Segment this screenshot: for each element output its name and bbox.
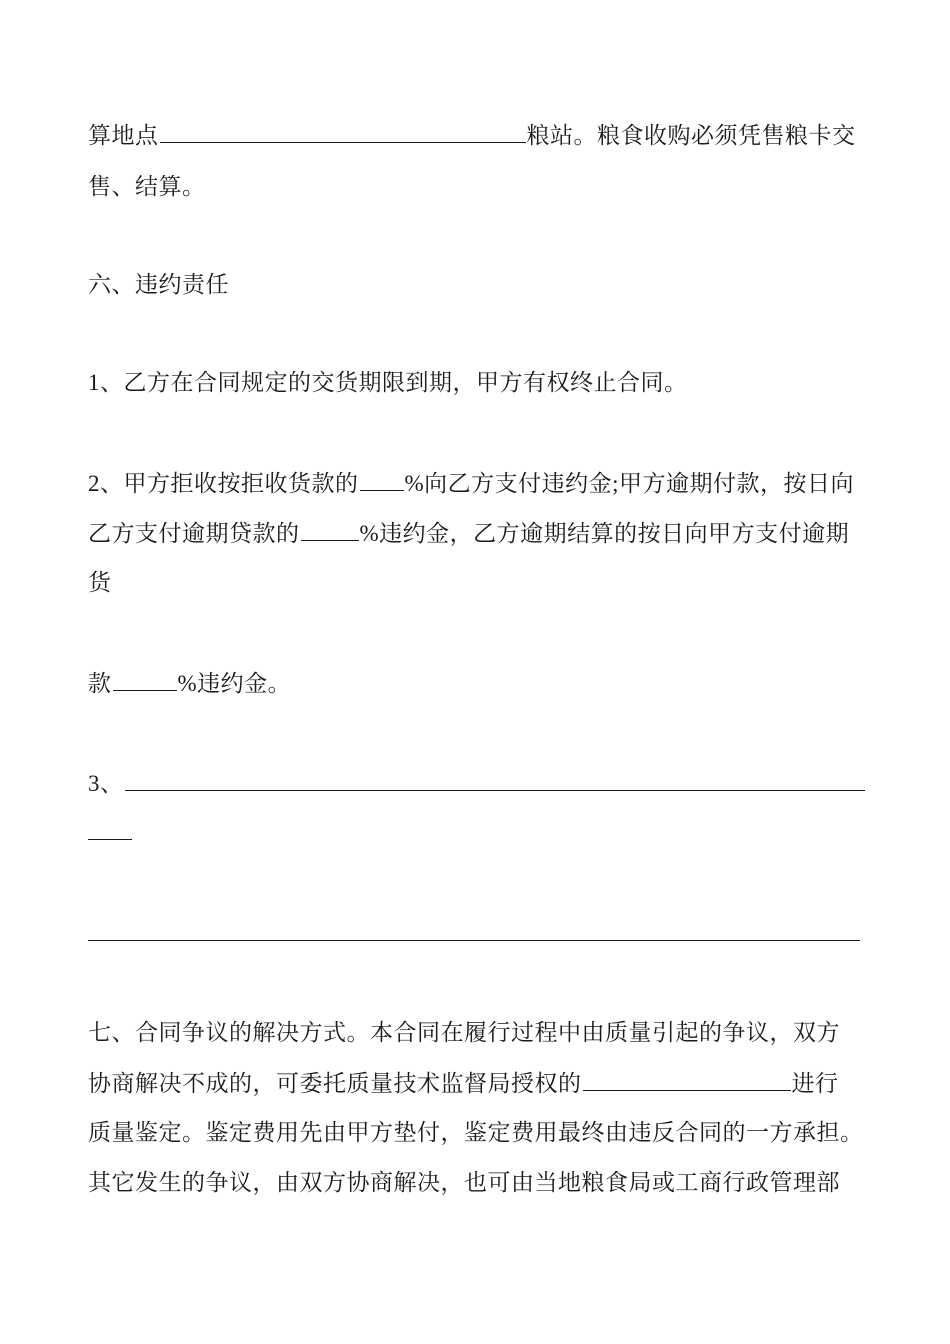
text-segment: 进行 <box>791 1071 839 1096</box>
text-segment: 其它发生的争议，由双方协商解决，也可由当地粮食局或工商行政管理部 <box>88 1170 840 1195</box>
clause-item-3-line <box>88 768 866 799</box>
fill-blank-item3-line3[interactable] <box>88 940 860 941</box>
text-segment: 货 <box>88 570 112 595</box>
text-segment: 七、合同争议的解决方式。本合同在履行过程中由质量引起的争议，双方 <box>88 1020 840 1045</box>
fill-blank-late-settlement-percent[interactable] <box>113 668 177 691</box>
section-7-line <box>88 1168 840 1198</box>
text-segment: %向乙方支付违约金;甲方逾期付款，按日向 <box>404 471 855 496</box>
text-segment: 粮站。粮食收购必须凭售粮卡交 <box>526 123 856 148</box>
text-segment: 算地点 <box>88 123 159 148</box>
clause-item-2-line <box>88 668 291 699</box>
text-segment: %违约金。 <box>177 671 292 696</box>
text-segment: 质量鉴定。鉴定费用先由甲方垫付，鉴定费用最终由违反合同的一方承担。 <box>88 1120 864 1145</box>
section-7-line <box>88 1018 840 1048</box>
fill-blank-reject-percent[interactable] <box>360 468 404 491</box>
fill-blank-item3-line2[interactable] <box>88 839 132 840</box>
text-segment: 1、乙方在合同规定的交货期限到期，甲方有权终止合同。 <box>88 370 688 395</box>
fill-blank-inspection-agency[interactable] <box>583 1068 791 1091</box>
fill-blank-settlement-location[interactable] <box>160 120 526 143</box>
section-7-line <box>88 1118 864 1148</box>
text-segment: 款 <box>88 671 112 696</box>
paragraph-line <box>88 120 856 151</box>
paragraph-line <box>88 172 206 202</box>
clause-item-2-line <box>88 518 849 549</box>
section-title-breach: 六、违约责任 <box>88 272 229 297</box>
section-heading <box>88 270 229 300</box>
text-segment: 售、结算。 <box>88 174 206 199</box>
clause-item-1 <box>88 368 688 398</box>
section-7-line <box>88 1068 839 1099</box>
clause-number-3: 3、 <box>88 771 124 796</box>
text-segment: 乙方支付逾期贷款的 <box>88 521 300 546</box>
fill-blank-late-payment-percent[interactable] <box>301 518 359 541</box>
clause-item-2-line <box>88 468 854 499</box>
text-segment: %违约金，乙方逾期结算的按日向甲方支付逾期 <box>359 521 850 546</box>
text-segment: 2、甲方拒收按拒收货款的 <box>88 471 359 496</box>
text-segment: 协商解决不成的，可委托质量技术监督局授权的 <box>88 1071 582 1096</box>
fill-blank-item3-line1[interactable] <box>125 768 865 791</box>
clause-item-2-line <box>88 568 112 598</box>
